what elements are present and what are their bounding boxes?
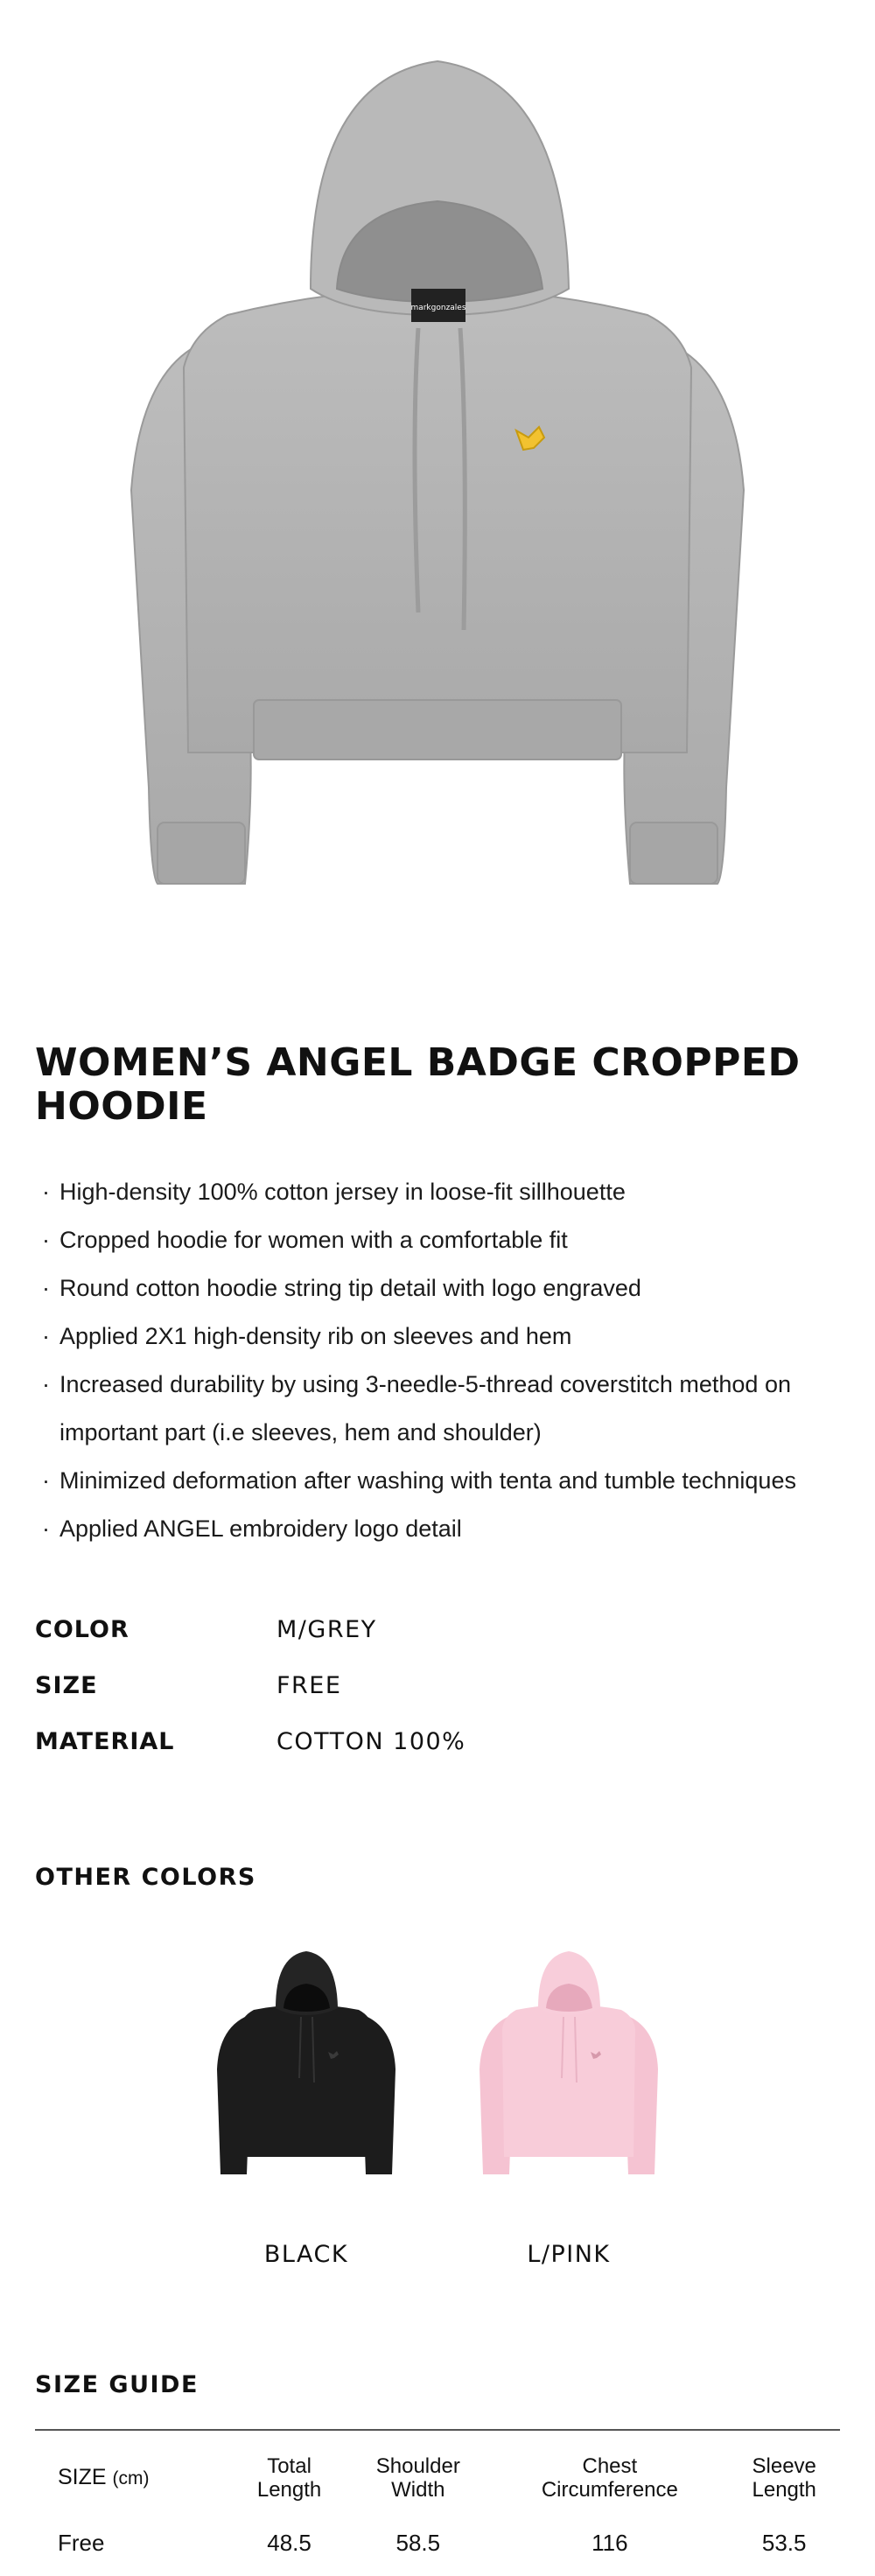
spec-row-color bbox=[35, 1601, 822, 1657]
grey-cropped-hoodie-image bbox=[0, 0, 875, 980]
feature-item: · Applied ANGEL embroidery logo detail bbox=[42, 1516, 462, 1542]
size-guide-heading: SIZE GUIDE bbox=[35, 2371, 199, 2398]
spec-label: MATERIAL bbox=[35, 1727, 175, 1755]
table-cell: 53.5 bbox=[761, 2530, 807, 2556]
spec-label: SIZE bbox=[35, 1671, 98, 1699]
table-row bbox=[35, 2524, 840, 2576]
spec-row-material bbox=[35, 1713, 822, 1769]
feature-item: · Minimized deformation after washing with tenta and tumble techniques bbox=[42, 1467, 796, 1494]
table-cell: 48.5 bbox=[267, 2530, 312, 2556]
product-hero-image bbox=[0, 0, 875, 980]
column-header: Total Length bbox=[256, 2454, 322, 2502]
spec-row-size bbox=[35, 1657, 822, 1713]
product-specs bbox=[35, 1601, 822, 1769]
feature-item: · High-density 100% cotton jersey in loose-fit sillhouette bbox=[42, 1179, 626, 1205]
spec-label: COLOR bbox=[35, 1615, 130, 1643]
column-header: Chest Circumference bbox=[541, 2454, 678, 2502]
table-cell: Free bbox=[58, 2530, 105, 2556]
color-option-pink[interactable] bbox=[455, 1947, 682, 2268]
svg-text:markgonzales: markgonzales bbox=[410, 304, 466, 312]
feature-list bbox=[35, 1168, 849, 1553]
spec-value: FREE bbox=[276, 1671, 342, 1699]
other-colors-heading: OTHER COLORS bbox=[35, 1864, 256, 1891]
table-cell: 116 bbox=[592, 2530, 628, 2556]
table-header-row bbox=[35, 2430, 840, 2524]
color-option-black[interactable] bbox=[192, 1947, 420, 2268]
column-header: Shoulder Width bbox=[375, 2454, 460, 2502]
spec-value: COTTON 100% bbox=[276, 1727, 466, 1755]
feature-item: · Round cotton hoodie string tip detail with logo engraved bbox=[42, 1275, 641, 1301]
pink-hoodie-thumbnail[interactable] bbox=[455, 1947, 682, 2201]
table-cell: 58.5 bbox=[396, 2530, 441, 2556]
feature-item: · Applied 2X1 high-density rib on sleeves and hem bbox=[42, 1323, 572, 1349]
column-header: Sleeve Length bbox=[752, 2454, 816, 2502]
size-column-header: SIZE (cm) bbox=[58, 2464, 150, 2489]
feature-item: · Increased durability by using 3-needle-5-thread coverstitch method on important part (i.e sleeves, hem and shoulder) bbox=[42, 1371, 791, 1446]
color-option-label: BLACK bbox=[263, 2241, 349, 2268]
spec-value: M/GREY bbox=[276, 1615, 377, 1643]
black-hoodie-thumbnail[interactable] bbox=[192, 1947, 420, 2201]
feature-item: · Cropped hoodie for women with a comfortable fit bbox=[42, 1227, 568, 1253]
product-title: WOMEN’S ANGEL BADGE CROPPED HOODIE bbox=[35, 1040, 801, 1129]
size-guide-table bbox=[35, 2429, 840, 2576]
color-option-label: L/PINK bbox=[527, 2241, 611, 2268]
